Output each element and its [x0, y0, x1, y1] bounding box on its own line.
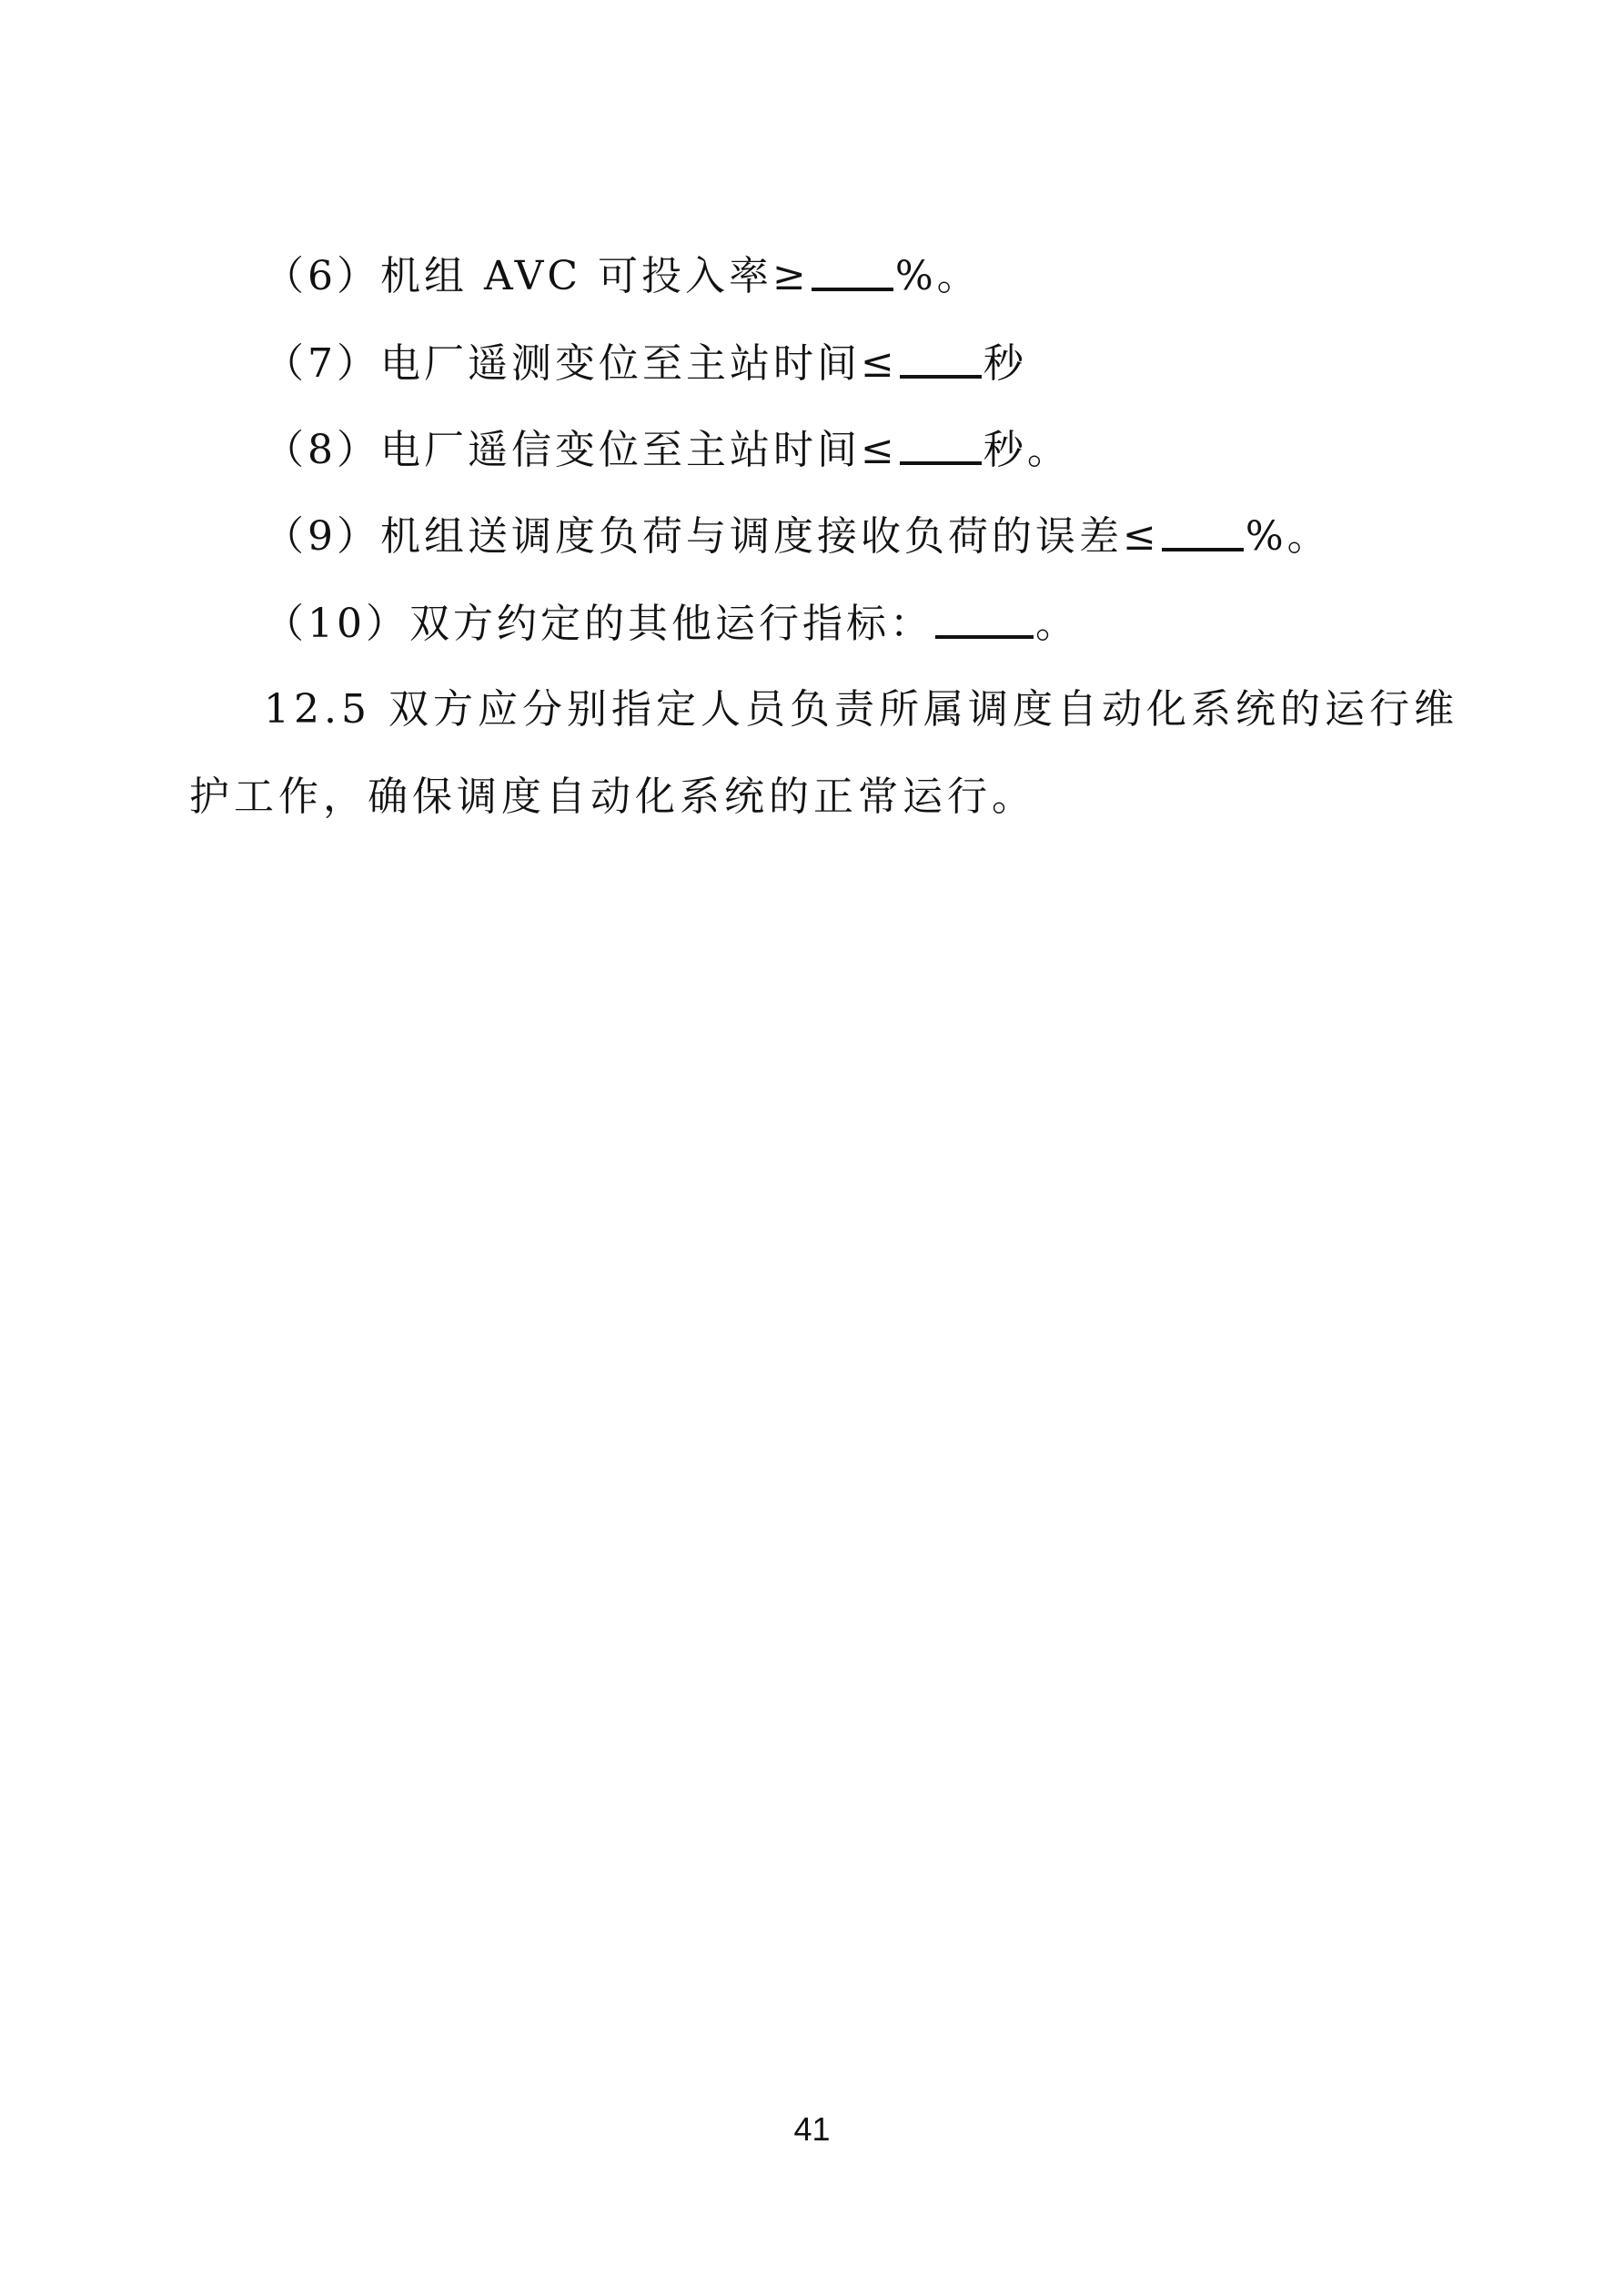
item-10-suffix: 。	[1035, 601, 1079, 647]
item-8-prefix: （8）电厂遥信变位至主站时间≤	[264, 427, 898, 473]
item-10	[264, 595, 1079, 652]
item-10-prefix: （10）双方约定的其他运行指标：	[264, 601, 933, 647]
fill-in-blank	[1162, 508, 1244, 551]
item-9	[264, 508, 1331, 564]
clause-12-5: 12.5 双方应分别指定人员负责所属调度自动化系统的运行维护工作，确保调度自动化系统的正常运行。	[189, 686, 1458, 820]
page-number: 41	[793, 2110, 831, 2148]
item-9-suffix: %。	[1245, 513, 1331, 560]
item-6	[264, 248, 981, 304]
item-7-prefix: （7）电厂遥测变位至主站时间≤	[264, 340, 898, 387]
item-6-prefix: （6）机组 AVC 可投入率≥	[264, 253, 810, 299]
fill-in-blank	[812, 248, 893, 291]
fill-in-blank	[935, 595, 1034, 639]
item-9-prefix: （9）机组送调度负荷与调度接收负荷的误差≤	[264, 513, 1160, 560]
item-8-suffix: 秒。	[983, 427, 1071, 473]
item-8	[264, 421, 1071, 478]
item-6-suffix: %。	[894, 253, 981, 299]
item-7-suffix: 秒	[983, 340, 1027, 387]
item-7	[264, 335, 1027, 391]
fill-in-blank	[900, 421, 982, 465]
fill-in-blank	[900, 335, 982, 379]
